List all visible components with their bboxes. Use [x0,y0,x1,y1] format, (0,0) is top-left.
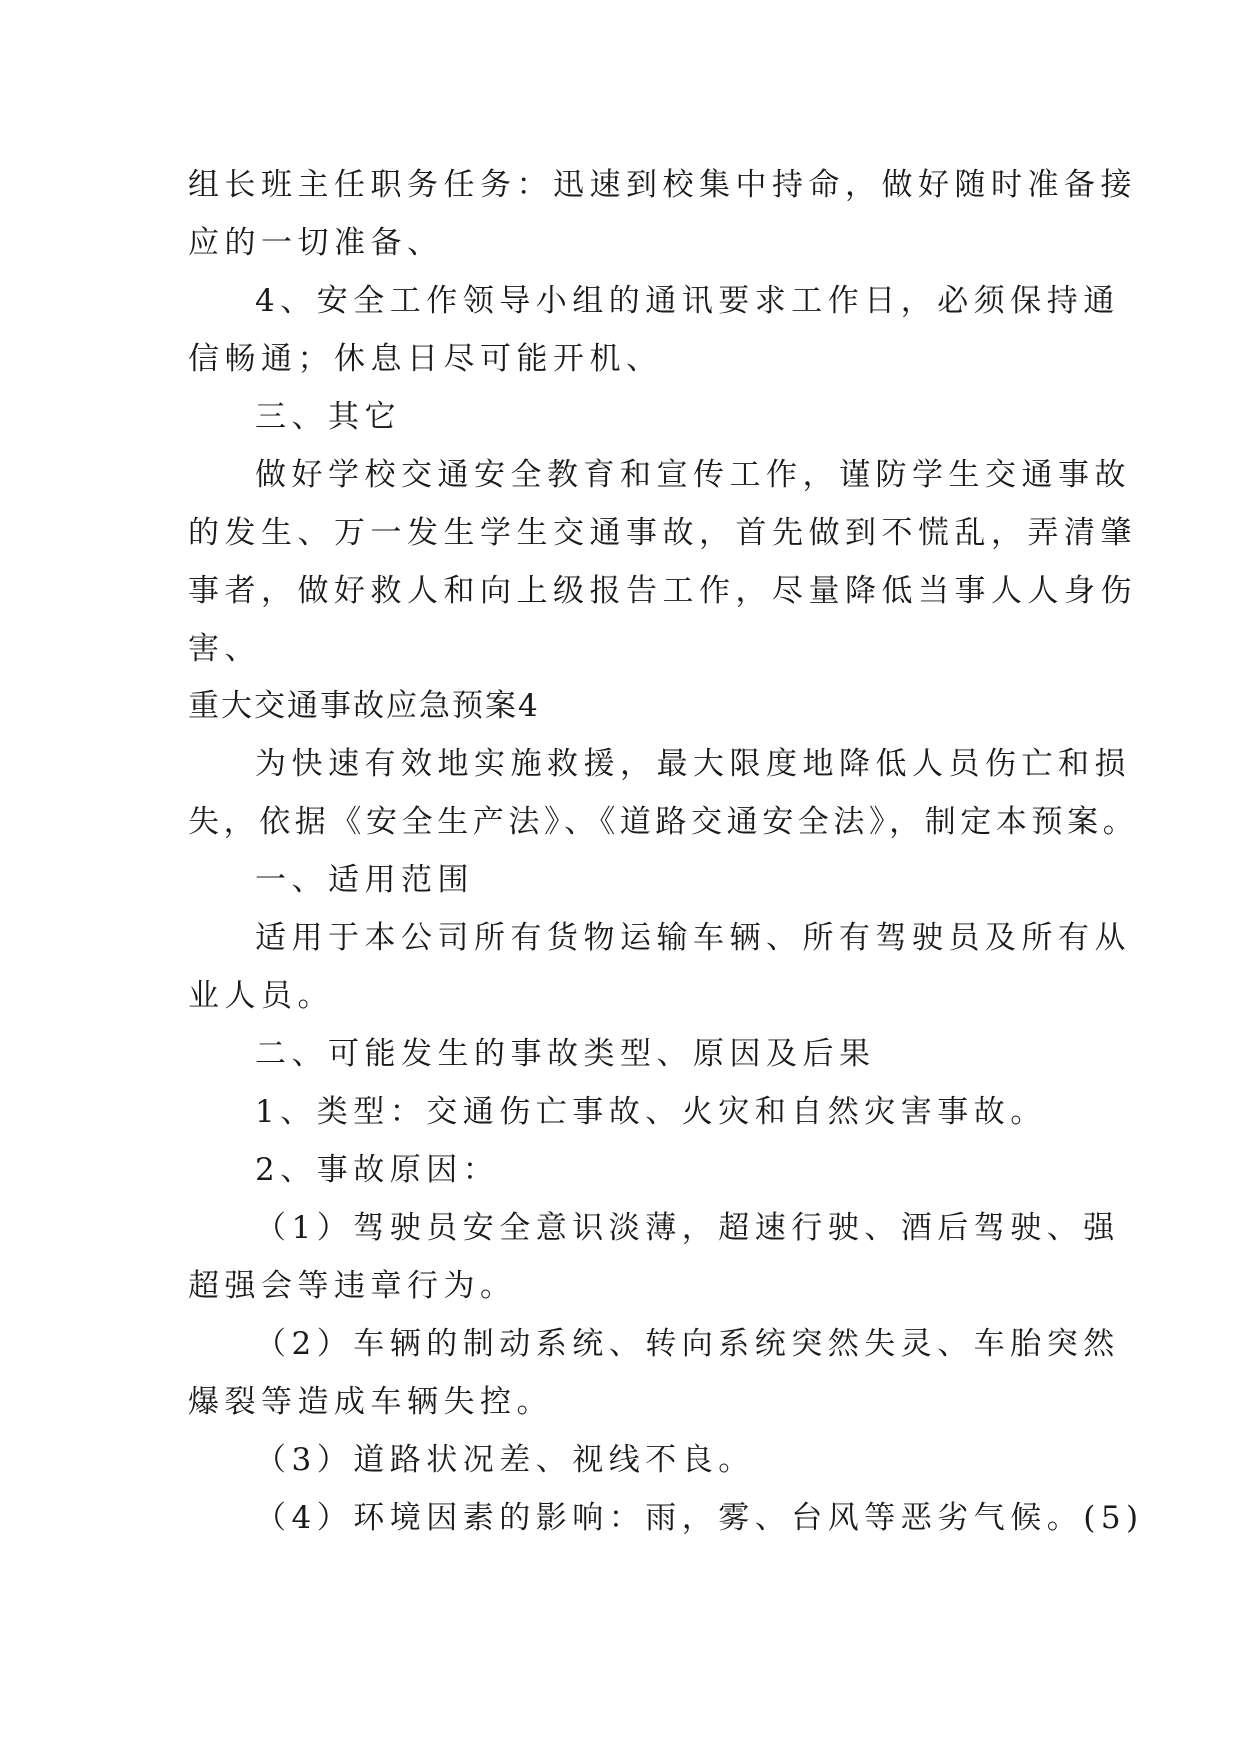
section-heading: 二、可能发生的事故类型、原因及后果 [255,1036,876,1072]
paragraph-line: 害、 [188,631,261,667]
paragraph-line: 做好学校交通安全教育和宣传工作，谨防学生交通事故 [255,457,1131,493]
list-item: （4）环境因素的影响：雨，雾、台风等恶劣气候。(5) [255,1500,1144,1536]
paragraph-line: 应的一切准备、 [188,225,444,261]
paragraph-line: 业人员。 [188,978,334,1014]
paragraph-line: 组长班主任职务任务：迅速到校集中持命，做好随时准备接 [188,167,1137,203]
section-heading: 一、适用范围 [255,862,474,898]
paragraph-line: 事者，做好救人和向上级报告工作，尽量降低当事人人身伤 [188,573,1137,609]
paragraph-line: 爆裂等造成车辆失控。 [188,1384,553,1420]
paragraph-line: 超强会等违章行为。 [188,1268,517,1304]
paragraph-line: 2、事故原因： [255,1152,500,1188]
paragraph-line: 适用于本公司所有货物运输车辆、所有驾驶员及所有从 [255,920,1131,956]
list-item: （2）车辆的制动系统、转向系统突然失灵、车胎突然 [255,1326,1120,1362]
list-item: （1）驾驶员安全意识淡薄，超速行驶、酒后驾驶、强 [255,1210,1120,1246]
paragraph-line: 为快速有效地实施救援，最大限度地降低人员伤亡和损 [255,746,1131,782]
paragraph-line: 的发生、万一发生学生交通事故，首先做到不慌乱，弄清肇 [188,515,1137,551]
paragraph-line: 信畅通；休息日尽可能开机、 [188,341,663,377]
paragraph-line: 失，依据《安全生产法》、《道路交通安全法》，制定本预案。 [188,804,1139,840]
paragraph-line: 4、安全工作领导小组的通讯要求工作日，必须保持通 [255,283,1120,319]
document-title: 重大交通事故应急预案4 [188,688,540,724]
list-item: （3）道路状况差、视线不良。 [255,1442,755,1478]
paragraph-line: 1、类型：交通伤亡事故、火灾和自然灾害事故。 [255,1094,1047,1130]
section-heading: 三、其它 [255,399,401,435]
